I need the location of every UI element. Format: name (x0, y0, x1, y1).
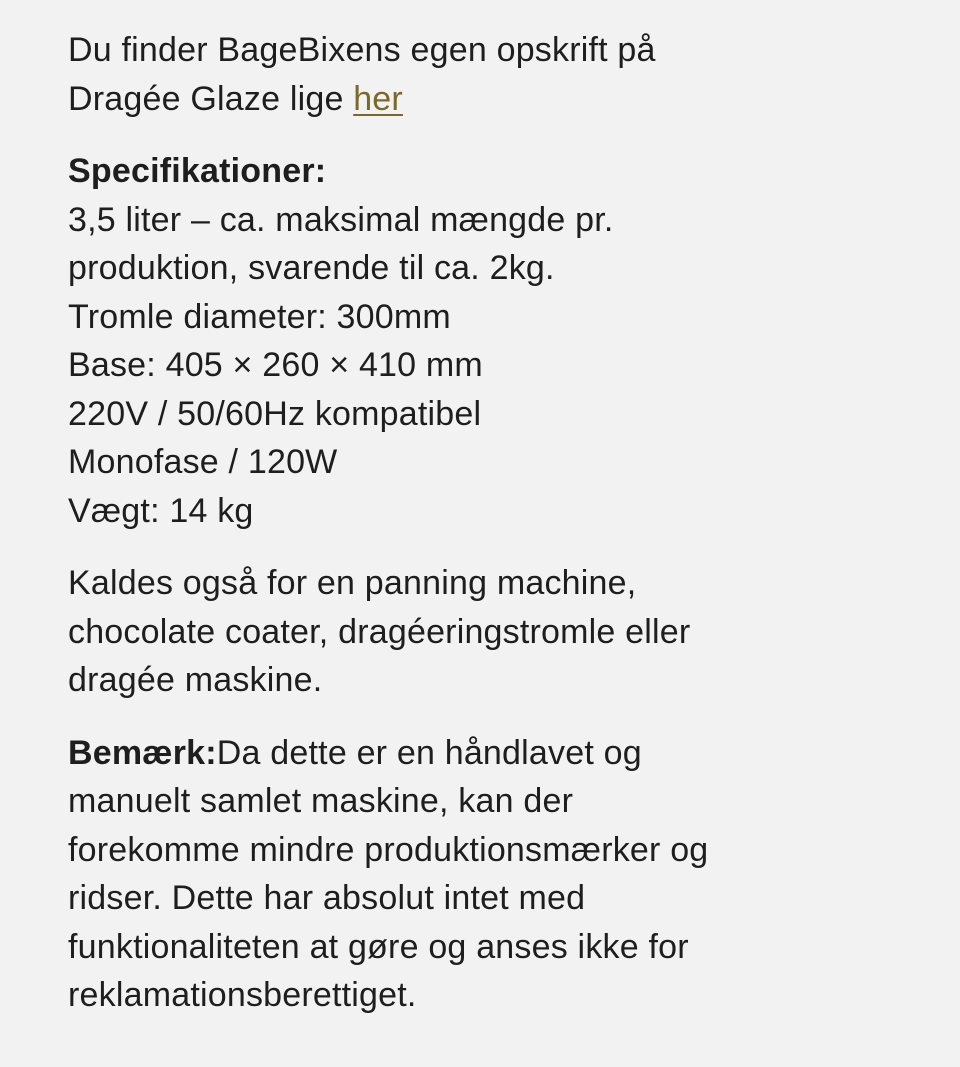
aliases-line-2: chocolate coater, dragéeringstromle eller (68, 612, 691, 651)
spacer (68, 535, 888, 559)
product-description (68, 26, 888, 1020)
note-line-6: reklamationsberettiget. (68, 976, 417, 1014)
note-line-1 (68, 729, 888, 778)
note-line-2: manuelt samlet maskine, kan der (68, 782, 574, 820)
note-text-start: Da dette er en håndlavet og (216, 733, 642, 772)
spacer (68, 123, 888, 147)
spec-line-power: Monofase / 120W (68, 443, 338, 481)
spec-line-drum-diameter: Tromle diameter: 300mm (68, 297, 451, 336)
specifications-heading: Specifikationer: (68, 152, 327, 190)
recipe-intro-text: Dragée Glaze lige (68, 79, 354, 118)
note-label: Bemærk: (68, 733, 217, 772)
note-line-4: ridser. Dette har absolut intet med (68, 879, 586, 917)
recipe-link[interactable]: her (353, 79, 403, 118)
spec-line-voltage: 220V / 50/60Hz kompatibel (68, 394, 482, 433)
aliases-line-3: dragée maskine. (68, 661, 323, 699)
note-line-5: funktionaliteten at gøre og anses ikke for (68, 927, 689, 966)
note-line-3: forekomme mindre produktionsmærker og (68, 830, 709, 869)
spec-line-capacity-2: produktion, svarende til ca. 2kg. (68, 249, 555, 287)
recipe-intro-line-1: Du finder BageBixens egen opskrift på (68, 31, 656, 69)
aliases-line-1: Kaldes også for en panning machine, (68, 564, 637, 602)
aliases-paragraph (68, 559, 888, 705)
spec-line-capacity-1: 3,5 liter – ca. maksimal mængde pr. (68, 200, 614, 239)
spec-line-base-dimensions: Base: 405 × 260 × 410 mm (68, 346, 483, 384)
specifications-paragraph (68, 147, 888, 535)
recipe-intro-paragraph (68, 26, 888, 123)
spacer (68, 705, 888, 729)
spec-line-weight: Vægt: 14 kg (68, 491, 254, 530)
recipe-intro-line-2 (68, 75, 888, 124)
note-paragraph (68, 729, 888, 1020)
